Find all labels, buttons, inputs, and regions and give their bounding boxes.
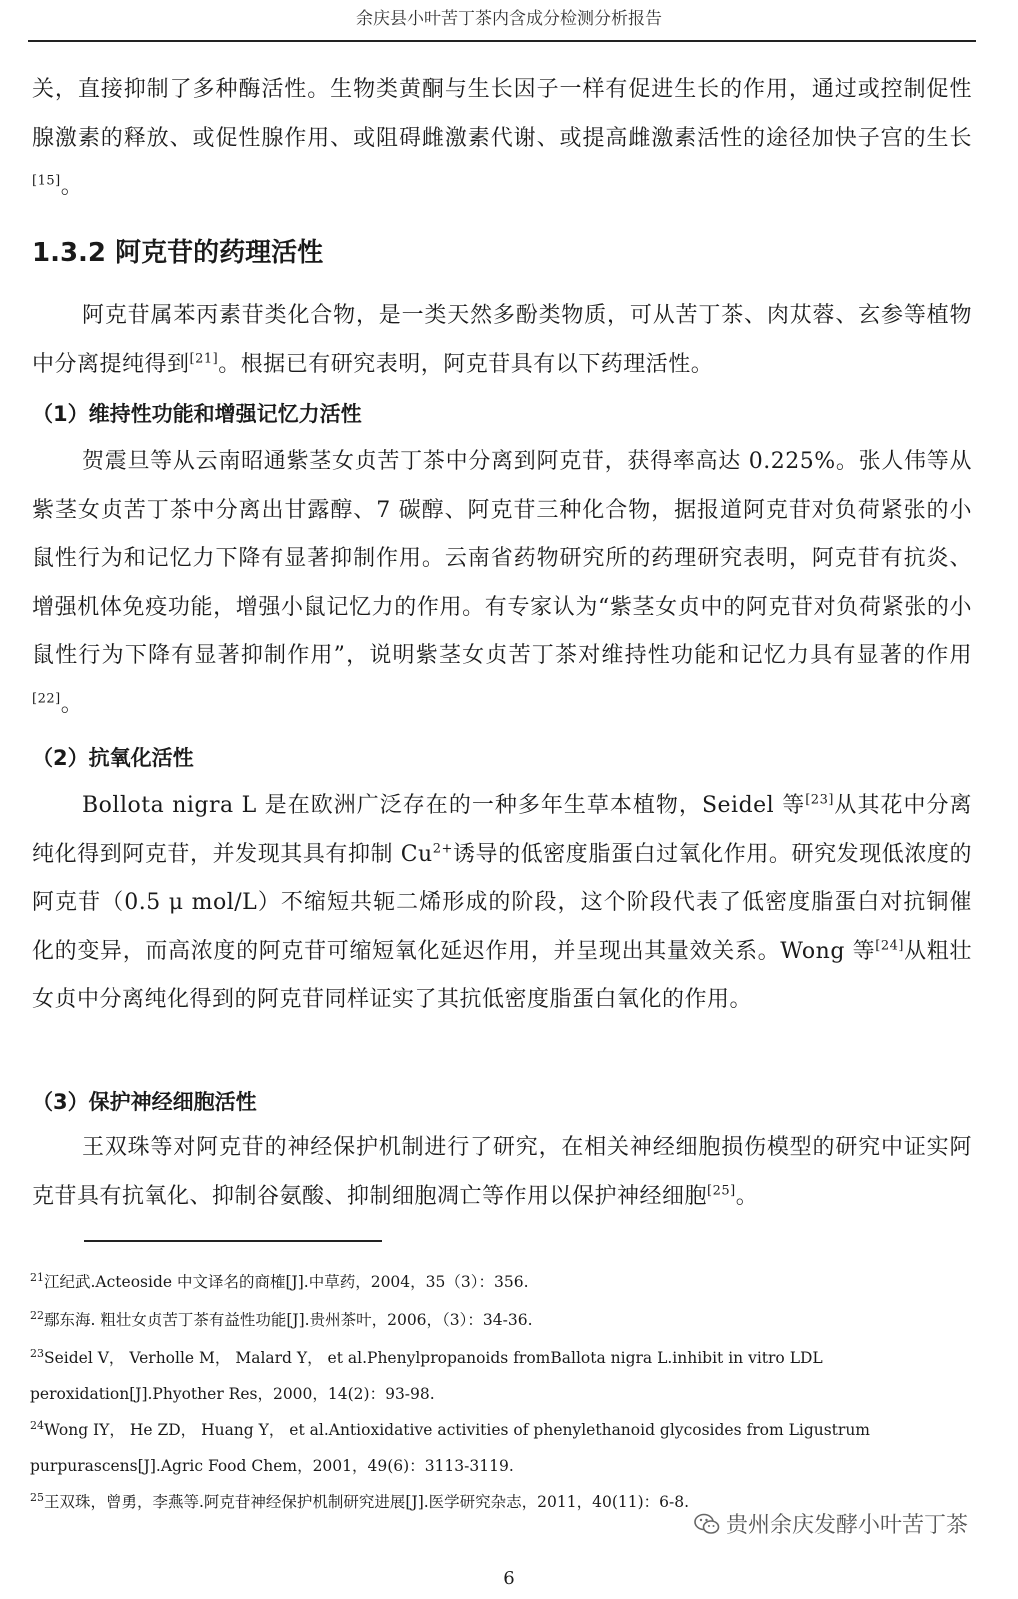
footnote-24: $^{24}$Wong IY， He ZD， Huang Y， et al.Antioxidative activities of phenylethanoid glycosides from Ligustrum purpurascens[J].Agric Food Chem，2001，49(6)：3113-3119. <box>30 1418 870 1475</box>
citation-24: [24] <box>875 938 904 954</box>
citation-21: [21] <box>189 351 219 367</box>
citation-25: [25] <box>707 1183 736 1199</box>
page-header: 余庆县小叶苦丁茶内含成分检测分析报告 <box>356 9 662 29</box>
section-title: 1.3.2 阿克苷的药理活性 <box>32 238 324 268</box>
paragraph-neuroprotection: 王双珠等对阿克苷的神经保护机制进行了研究，在相关神经细胞损伤模型的研究中证实阿克苷具有抗氧化、抑制谷氨酸、抑制细胞凋亡等作用以保护神经细胞[25]。 <box>32 1135 972 1209</box>
intro-paragraph: 关，直接抑制了多种酶活性。生物类黄酮与生长因子一样有促进生长的作用，通过或控制促性腺激素的释放、或促性腺作用、或阻碍雌激素代谢、或提高雌激素活性的途径加快子宫的生长[15]。 <box>32 77 972 199</box>
footnote-23: $^{23}$Seidel V， Verholle M， Malard Y， et al.Phenylpropanoids fromBallota nigra L.inhibit in vitro LDL peroxidation[J].Phyother Res，2000，14(2)：93-98. <box>30 1346 823 1403</box>
paragraph-antioxidant: Bollota nigra L 是在欧洲广泛存在的一种多年生草本植物，Seidel 等[23]从其花中分离纯化得到阿克苷，并发现其具有抑制 $Cu^{2+}$诱导的低密度脂蛋白过氧化作用。研究发现低浓度的阿克苷（0.5 μ mol/L）不缩短共轭二烯形成的阶段，这个阶段代表了低密度脂蛋白对抗铜催化的变异，而高浓度的阿克苷可缩短氧化延迟作用，并呈现出其量效关系。Wong 等[24]从粗壮女贞中分离纯化得到的阿克苷同样证实了其抗低密度脂蛋白氧化的作用。 <box>32 792 972 1012</box>
footnote-rule <box>84 1240 382 1242</box>
footnote-25: $^{25}$王双珠，曾勇，李燕等.阿克苷神经保护机制研究进展[J].医学研究杂志，2011，40(11)：6-8. <box>30 1490 690 1511</box>
wechat-watermark <box>694 1508 968 1539</box>
citation-15: [15] <box>32 173 61 189</box>
subsection-title-2: （2）抗氧化活性 <box>32 746 194 770</box>
paragraph-acteoside-intro: 阿克苷属苯丙素苷类化合物，是一类天然多酚类物质，可从苦丁茶、肉苁蓉、玄参等植物中分离提纯得到[21]。根据已有研究表明，阿克苷具有以下药理活性。 <box>32 303 972 377</box>
watermark-text: 贵州余庆发酵小叶苦丁茶 <box>725 1513 968 1538</box>
page-number: 6 <box>503 1568 515 1589</box>
footnote-22: $^{22}$鄢东海. 粗壮女贞苦丁茶有益性功能[J].贵州茶叶，2006，（3）：34-36. <box>30 1308 533 1329</box>
cu-superscript: 2+ <box>432 841 453 857</box>
footnote-21: $^{21}$江纪武.Acteoside 中文译名的商榷[J].中草药，2004，35（3）：356. <box>30 1270 529 1291</box>
header-rule <box>28 40 976 42</box>
wechat-icon <box>694 1513 720 1535</box>
citation-23: [23] <box>805 792 834 808</box>
paragraph-memory: 贺震旦等从云南昭通紫茎女贞苦丁茶中分离到阿克苷，获得率高达 0.225%。张人伟等从紫茎女贞苦丁茶中分离出甘露醇、7 碳醇、阿克苷三种化合物，据报道阿克苷对负荷紧张的小鼠性行为和记忆力下降有显著抑制作用。云南省药物研究所的药理研究表明，阿克苷有抗炎、增强机体免疫功能，增强小鼠记忆力的作用。有专家认为“紫茎女贞中的阿克苷对负荷紧张的小鼠性行为下降有显著抑制作用”，说明紫茎女贞苦丁茶对维持性功能和记忆力具有显著的作用[22]。 <box>32 449 972 717</box>
subsection-title-1: （1）维持性功能和增强记忆力活性 <box>32 402 362 426</box>
subsection-title-3: （3）保护神经细胞活性 <box>32 1090 257 1114</box>
citation-22: [22] <box>32 691 61 707</box>
